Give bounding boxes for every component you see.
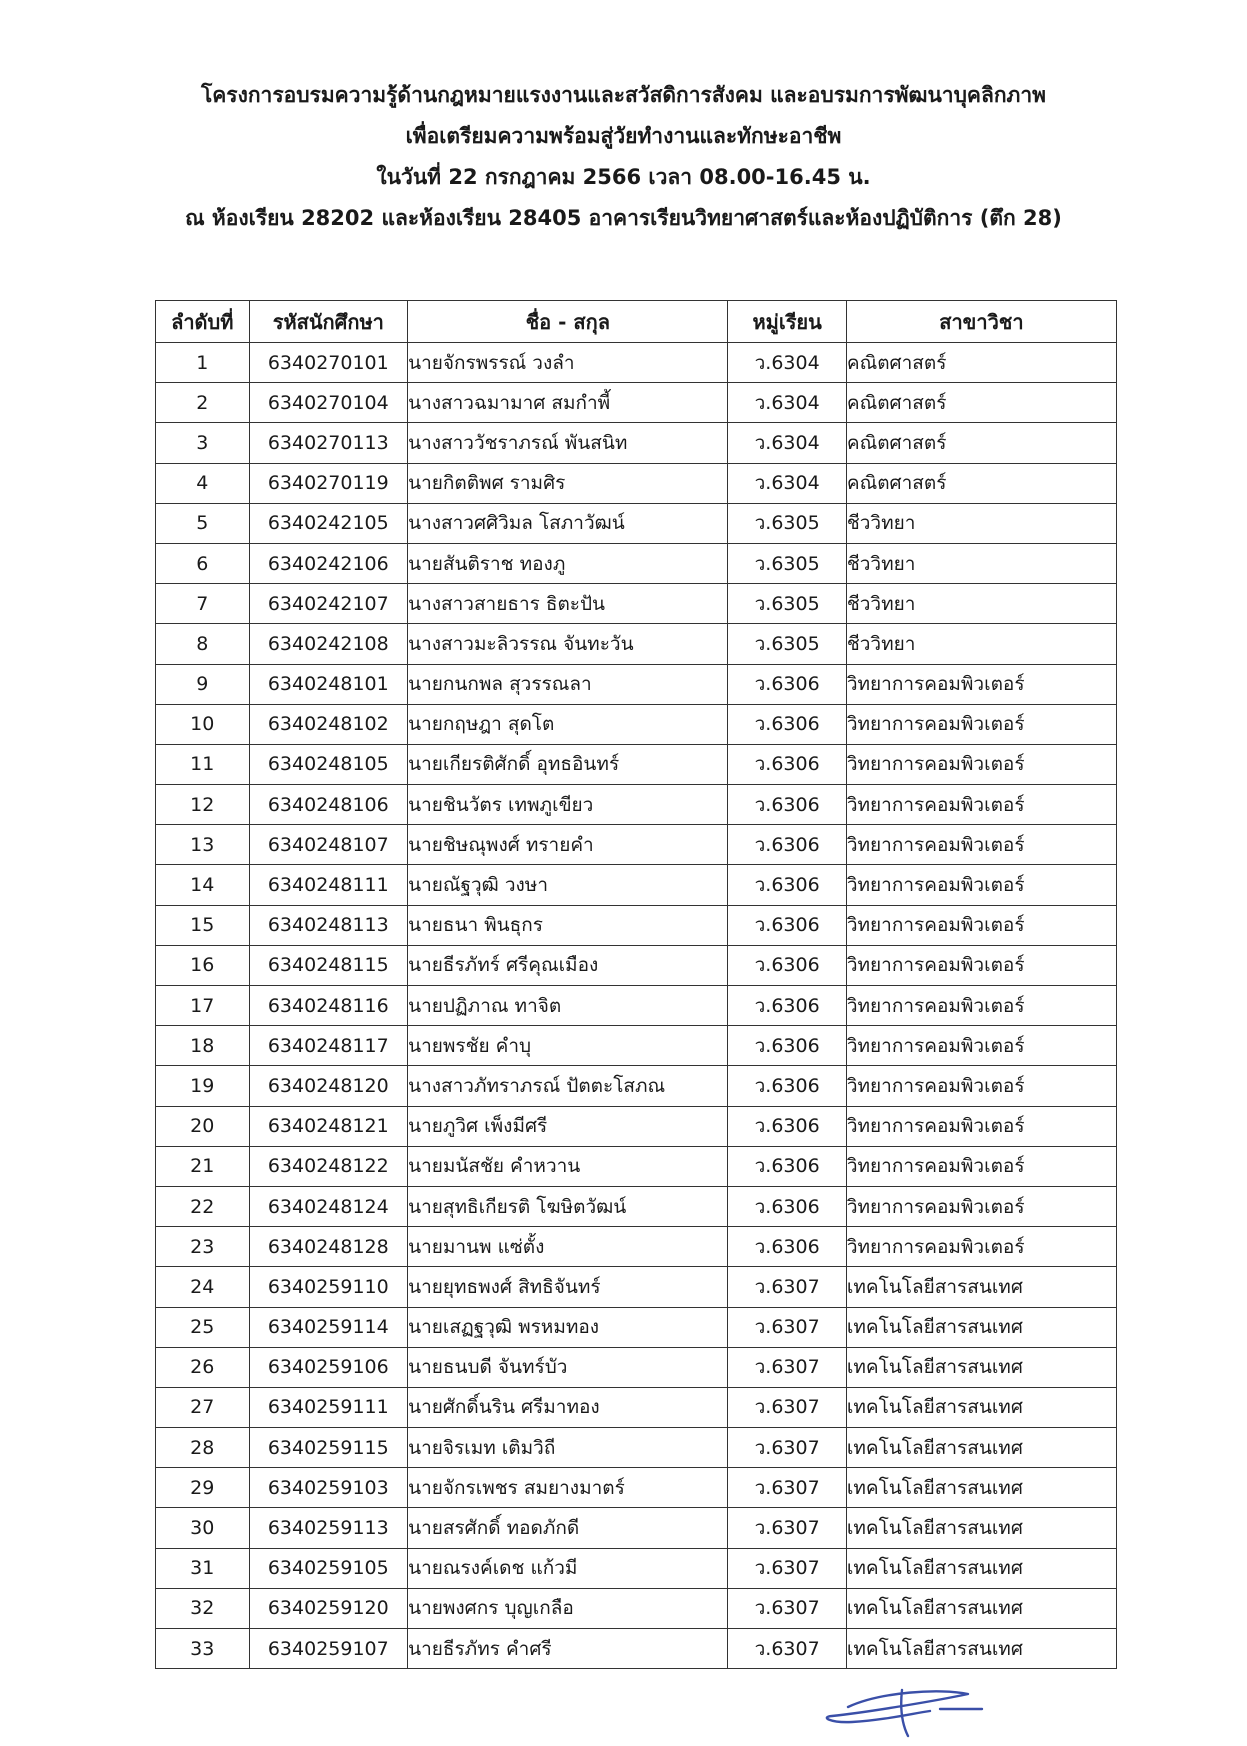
cell-order: 23 xyxy=(156,1227,250,1267)
table-row xyxy=(156,1186,1117,1226)
cell-order: 21 xyxy=(156,1146,250,1186)
cell-full-name: นายภูวิศ เพ็งมีศรี xyxy=(408,1106,728,1146)
cell-major: วิทยาการคอมพิวเตอร์ xyxy=(846,744,1116,784)
cell-full-name: นายพงศกร บุญเกลือ xyxy=(408,1588,728,1628)
title-line-2: เพื่อเตรียมความพร้อมสู่วัยทำงานและทักษะอาชีพ xyxy=(405,124,842,148)
cell-order: 15 xyxy=(156,905,250,945)
cell-section: ว.6307 xyxy=(728,1307,846,1347)
cell-full-name: นายมานพ แซ่ตั้ง xyxy=(408,1227,728,1267)
cell-full-name: นายเสฏฐวุฒิ พรหมทอง xyxy=(408,1307,728,1347)
cell-student-id: 6340248113 xyxy=(249,905,408,945)
cell-section: ว.6307 xyxy=(728,1588,846,1628)
cell-order: 20 xyxy=(156,1106,250,1146)
cell-student-id: 6340248102 xyxy=(249,704,408,744)
cell-full-name: นางสาวภัทราภรณ์ ปัตตะโสภณ xyxy=(408,1066,728,1106)
cell-major: เทคโนโลยีสารสนเทศ xyxy=(846,1267,1116,1307)
table-row xyxy=(156,905,1117,945)
table-row xyxy=(156,1548,1117,1588)
header-order: ลำดับที่ xyxy=(156,301,250,343)
cell-student-id: 6340259107 xyxy=(249,1629,408,1669)
cell-full-name: นายธนา พินธุกร xyxy=(408,905,728,945)
cell-student-id: 6340270101 xyxy=(249,343,408,383)
table-row xyxy=(156,423,1117,463)
cell-full-name: นายศักดิ์นริน ศรีมาทอง xyxy=(408,1387,728,1427)
cell-major: วิทยาการคอมพิวเตอร์ xyxy=(846,986,1116,1026)
cell-student-id: 6340242107 xyxy=(249,584,408,624)
cell-section: ว.6307 xyxy=(728,1468,846,1508)
cell-major: เทคโนโลยีสารสนเทศ xyxy=(846,1629,1116,1669)
cell-section: ว.6306 xyxy=(728,1106,846,1146)
cell-major: วิทยาการคอมพิวเตอร์ xyxy=(846,945,1116,985)
cell-full-name: นางสาววัชราภรณ์ พันสนิท xyxy=(408,423,728,463)
header-student-id: รหัสนักศึกษา xyxy=(249,301,408,343)
cell-section: ว.6306 xyxy=(728,865,846,905)
table-row xyxy=(156,584,1117,624)
cell-student-id: 6340270104 xyxy=(249,383,408,423)
table-row xyxy=(156,1146,1117,1186)
cell-major: วิทยาการคอมพิวเตอร์ xyxy=(846,825,1116,865)
cell-order: 12 xyxy=(156,785,250,825)
cell-major: วิทยาการคอมพิวเตอร์ xyxy=(846,1106,1116,1146)
cell-student-id: 6340259106 xyxy=(249,1347,408,1387)
cell-major: คณิตศาสตร์ xyxy=(846,463,1116,503)
cell-order: 19 xyxy=(156,1066,250,1106)
table-row xyxy=(156,1588,1117,1628)
cell-section: ว.6304 xyxy=(728,423,846,463)
cell-major: ชีววิทยา xyxy=(846,543,1116,583)
cell-section: ว.6307 xyxy=(728,1508,846,1548)
cell-order: 28 xyxy=(156,1428,250,1468)
table-row xyxy=(156,785,1117,825)
table-row xyxy=(156,543,1117,583)
cell-full-name: นายธนบดี จันทร์บัว xyxy=(408,1347,728,1387)
cell-student-id: 6340248106 xyxy=(249,785,408,825)
cell-section: ว.6304 xyxy=(728,343,846,383)
table-row xyxy=(156,986,1117,1026)
cell-order: 29 xyxy=(156,1468,250,1508)
cell-section: ว.6306 xyxy=(728,1026,846,1066)
cell-major: ชีววิทยา xyxy=(846,503,1116,543)
cell-order: 10 xyxy=(156,704,250,744)
cell-section: ว.6306 xyxy=(728,1186,846,1226)
table-body xyxy=(156,343,1117,1669)
cell-full-name: นายชินวัตร เทพภูเขียว xyxy=(408,785,728,825)
table-row xyxy=(156,1428,1117,1468)
cell-full-name: นายสุทธิเกียรติ โฆษิตวัฒน์ xyxy=(408,1186,728,1226)
table-row xyxy=(156,1468,1117,1508)
cell-major: วิทยาการคอมพิวเตอร์ xyxy=(846,1186,1116,1226)
cell-student-id: 6340242106 xyxy=(249,543,408,583)
cell-section: ว.6306 xyxy=(728,744,846,784)
cell-full-name: นางสาวสายธาร ธิตะปัน xyxy=(408,584,728,624)
cell-student-id: 6340248122 xyxy=(249,1146,408,1186)
cell-major: ชีววิทยา xyxy=(846,584,1116,624)
cell-order: 32 xyxy=(156,1588,250,1628)
cell-student-id: 6340248115 xyxy=(249,945,408,985)
title-line-1: โครงการอบรมความรู้ด้านกฎหมายแรงงานและสวัสดิการสังคม และอบรมการพัฒนาบุคลิกภาพ xyxy=(200,83,1047,107)
cell-section: ว.6305 xyxy=(728,503,846,543)
cell-student-id: 6340242105 xyxy=(249,503,408,543)
cell-student-id: 6340259103 xyxy=(249,1468,408,1508)
cell-student-id: 6340259114 xyxy=(249,1307,408,1347)
table-row xyxy=(156,1629,1117,1669)
cell-full-name: นายณัฐวุฒิ วงษา xyxy=(408,865,728,905)
cell-order: 8 xyxy=(156,624,250,664)
cell-section: ว.6306 xyxy=(728,1227,846,1267)
cell-order: 31 xyxy=(156,1548,250,1588)
cell-order: 11 xyxy=(156,744,250,784)
cell-section: ว.6307 xyxy=(728,1629,846,1669)
header-major: สาขาวิชา xyxy=(846,301,1116,343)
student-roster-table xyxy=(155,300,1117,1669)
cell-full-name: นายธีรภัทร คำศรี xyxy=(408,1629,728,1669)
cell-section: ว.6305 xyxy=(728,584,846,624)
table-row xyxy=(156,503,1117,543)
signature xyxy=(790,1680,990,1740)
cell-full-name: นายธีรภัทร์ ศรีคุณเมือง xyxy=(408,945,728,985)
table-row xyxy=(156,463,1117,503)
cell-order: 26 xyxy=(156,1347,250,1387)
cell-order: 30 xyxy=(156,1508,250,1548)
cell-full-name: นายกฤษฎา สุดโต xyxy=(408,704,728,744)
table-row xyxy=(156,704,1117,744)
cell-full-name: นายกนกพล สุวรรณลา xyxy=(408,664,728,704)
cell-order: 4 xyxy=(156,463,250,503)
cell-order: 14 xyxy=(156,865,250,905)
table-row xyxy=(156,383,1117,423)
cell-major: คณิตศาสตร์ xyxy=(846,423,1116,463)
cell-full-name: นายชิษณุพงศ์ ทรายคำ xyxy=(408,825,728,865)
cell-student-id: 6340259120 xyxy=(249,1588,408,1628)
table-row xyxy=(156,343,1117,383)
cell-full-name: นายสันติราช ทองภู xyxy=(408,543,728,583)
cell-student-id: 6340259115 xyxy=(249,1428,408,1468)
cell-section: ว.6306 xyxy=(728,986,846,1026)
table-row xyxy=(156,1508,1117,1548)
cell-order: 16 xyxy=(156,945,250,985)
cell-major: เทคโนโลยีสารสนเทศ xyxy=(846,1468,1116,1508)
cell-student-id: 6340259113 xyxy=(249,1508,408,1548)
table-row xyxy=(156,825,1117,865)
cell-section: ว.6306 xyxy=(728,664,846,704)
cell-section: ว.6305 xyxy=(728,624,846,664)
cell-section: ว.6307 xyxy=(728,1428,846,1468)
cell-student-id: 6340248121 xyxy=(249,1106,408,1146)
cell-major: วิทยาการคอมพิวเตอร์ xyxy=(846,865,1116,905)
cell-section: ว.6306 xyxy=(728,825,846,865)
cell-section: ว.6307 xyxy=(728,1347,846,1387)
table-row xyxy=(156,1066,1117,1106)
table-row xyxy=(156,1307,1117,1347)
cell-student-id: 6340242108 xyxy=(249,624,408,664)
cell-section: ว.6306 xyxy=(728,945,846,985)
cell-order: 5 xyxy=(156,503,250,543)
cell-order: 27 xyxy=(156,1387,250,1427)
cell-student-id: 6340248101 xyxy=(249,664,408,704)
cell-section: ว.6307 xyxy=(728,1267,846,1307)
cell-major: เทคโนโลยีสารสนเทศ xyxy=(846,1387,1116,1427)
cell-student-id: 6340248120 xyxy=(249,1066,408,1106)
cell-major: คณิตศาสตร์ xyxy=(846,343,1116,383)
cell-full-name: นายสรศักดิ์ ทอดภักดี xyxy=(408,1508,728,1548)
cell-order: 6 xyxy=(156,543,250,583)
table-row xyxy=(156,945,1117,985)
cell-major: เทคโนโลยีสารสนเทศ xyxy=(846,1307,1116,1347)
table-row xyxy=(156,624,1117,664)
table-row xyxy=(156,744,1117,784)
cell-student-id: 6340248128 xyxy=(249,1227,408,1267)
cell-major: วิทยาการคอมพิวเตอร์ xyxy=(846,1026,1116,1066)
cell-section: ว.6305 xyxy=(728,543,846,583)
cell-order: 33 xyxy=(156,1629,250,1669)
cell-major: เทคโนโลยีสารสนเทศ xyxy=(846,1588,1116,1628)
table-row xyxy=(156,1026,1117,1066)
cell-section: ว.6306 xyxy=(728,905,846,945)
table-row xyxy=(156,1267,1117,1307)
cell-order: 3 xyxy=(156,423,250,463)
cell-section: ว.6307 xyxy=(728,1387,846,1427)
cell-major: เทคโนโลยีสารสนเทศ xyxy=(846,1508,1116,1548)
cell-section: ว.6306 xyxy=(728,1146,846,1186)
cell-section: ว.6304 xyxy=(728,383,846,423)
cell-order: 13 xyxy=(156,825,250,865)
cell-full-name: นายณรงค์เดช แก้วมี xyxy=(408,1548,728,1588)
cell-section: ว.6306 xyxy=(728,1066,846,1106)
cell-student-id: 6340248124 xyxy=(249,1186,408,1226)
cell-major: วิทยาการคอมพิวเตอร์ xyxy=(846,785,1116,825)
document-header xyxy=(0,82,1247,246)
cell-full-name: นายพรชัย คำบุ xyxy=(408,1026,728,1066)
cell-student-id: 6340248105 xyxy=(249,744,408,784)
cell-major: ชีววิทยา xyxy=(846,624,1116,664)
title-line-4: ณ ห้องเรียน 28202 และห้องเรียน 28405 อาคารเรียนวิทยาศาสตร์และห้องปฏิบัติการ (ตึก 28) xyxy=(185,206,1062,230)
table-row xyxy=(156,664,1117,704)
cell-order: 2 xyxy=(156,383,250,423)
cell-section: ว.6304 xyxy=(728,463,846,503)
cell-major: วิทยาการคอมพิวเตอร์ xyxy=(846,1227,1116,1267)
cell-full-name: นายยุทธพงศ์ สิทธิจันทร์ xyxy=(408,1267,728,1307)
cell-major: วิทยาการคอมพิวเตอร์ xyxy=(846,1146,1116,1186)
cell-section: ว.6306 xyxy=(728,704,846,744)
cell-major: วิทยาการคอมพิวเตอร์ xyxy=(846,704,1116,744)
title-line-3: ในวันที่ 22 กรกฎาคม 2566 เวลา 08.00-16.45 น. xyxy=(376,165,871,189)
cell-major: คณิตศาสตร์ xyxy=(846,383,1116,423)
table-row xyxy=(156,865,1117,905)
cell-major: วิทยาการคอมพิวเตอร์ xyxy=(846,664,1116,704)
cell-student-id: 6340248111 xyxy=(249,865,408,905)
cell-major: เทคโนโลยีสารสนเทศ xyxy=(846,1548,1116,1588)
cell-order: 7 xyxy=(156,584,250,624)
cell-order: 24 xyxy=(156,1267,250,1307)
cell-order: 18 xyxy=(156,1026,250,1066)
cell-student-id: 6340270119 xyxy=(249,463,408,503)
header-full-name: ชื่อ - สกุล xyxy=(408,301,728,343)
cell-student-id: 6340248117 xyxy=(249,1026,408,1066)
cell-order: 9 xyxy=(156,664,250,704)
cell-major: วิทยาการคอมพิวเตอร์ xyxy=(846,1066,1116,1106)
cell-section: ว.6306 xyxy=(728,785,846,825)
cell-full-name: นายเกียรติศักดิ์ อุทธอินทร์ xyxy=(408,744,728,784)
header-section: หมู่เรียน xyxy=(728,301,846,343)
table-row xyxy=(156,1347,1117,1387)
cell-full-name: นายจักรเพชร สมยางมาตร์ xyxy=(408,1468,728,1508)
cell-section: ว.6307 xyxy=(728,1548,846,1588)
cell-full-name: นางสาวมะลิวรรณ จันทะวัน xyxy=(408,624,728,664)
cell-major: วิทยาการคอมพิวเตอร์ xyxy=(846,905,1116,945)
cell-student-id: 6340248116 xyxy=(249,986,408,1026)
cell-full-name: นายกิตติพศ รามศิร xyxy=(408,463,728,503)
cell-student-id: 6340259111 xyxy=(249,1387,408,1427)
table-row xyxy=(156,1227,1117,1267)
cell-order: 1 xyxy=(156,343,250,383)
cell-full-name: นายปฏิภาณ ทาจิต xyxy=(408,986,728,1026)
cell-full-name: นายมนัสชัย คำหวาน xyxy=(408,1146,728,1186)
table-row xyxy=(156,1106,1117,1146)
cell-student-id: 6340259110 xyxy=(249,1267,408,1307)
cell-full-name: นางสาวฉมามาศ สมกำพี้ xyxy=(408,383,728,423)
cell-order: 25 xyxy=(156,1307,250,1347)
table-header-row xyxy=(156,301,1117,343)
cell-full-name: นายจักรพรรณ์ วงลำ xyxy=(408,343,728,383)
cell-student-id: 6340259105 xyxy=(249,1548,408,1588)
cell-major: เทคโนโลยีสารสนเทศ xyxy=(846,1428,1116,1468)
cell-full-name: นางสาวศศิวิมล โสภาวัฒน์ xyxy=(408,503,728,543)
cell-order: 22 xyxy=(156,1186,250,1226)
cell-student-id: 6340248107 xyxy=(249,825,408,865)
cell-major: เทคโนโลยีสารสนเทศ xyxy=(846,1347,1116,1387)
cell-order: 17 xyxy=(156,986,250,1026)
cell-full-name: นายจิรเมท เติมวิถี xyxy=(408,1428,728,1468)
cell-student-id: 6340270113 xyxy=(249,423,408,463)
table-row xyxy=(156,1387,1117,1427)
